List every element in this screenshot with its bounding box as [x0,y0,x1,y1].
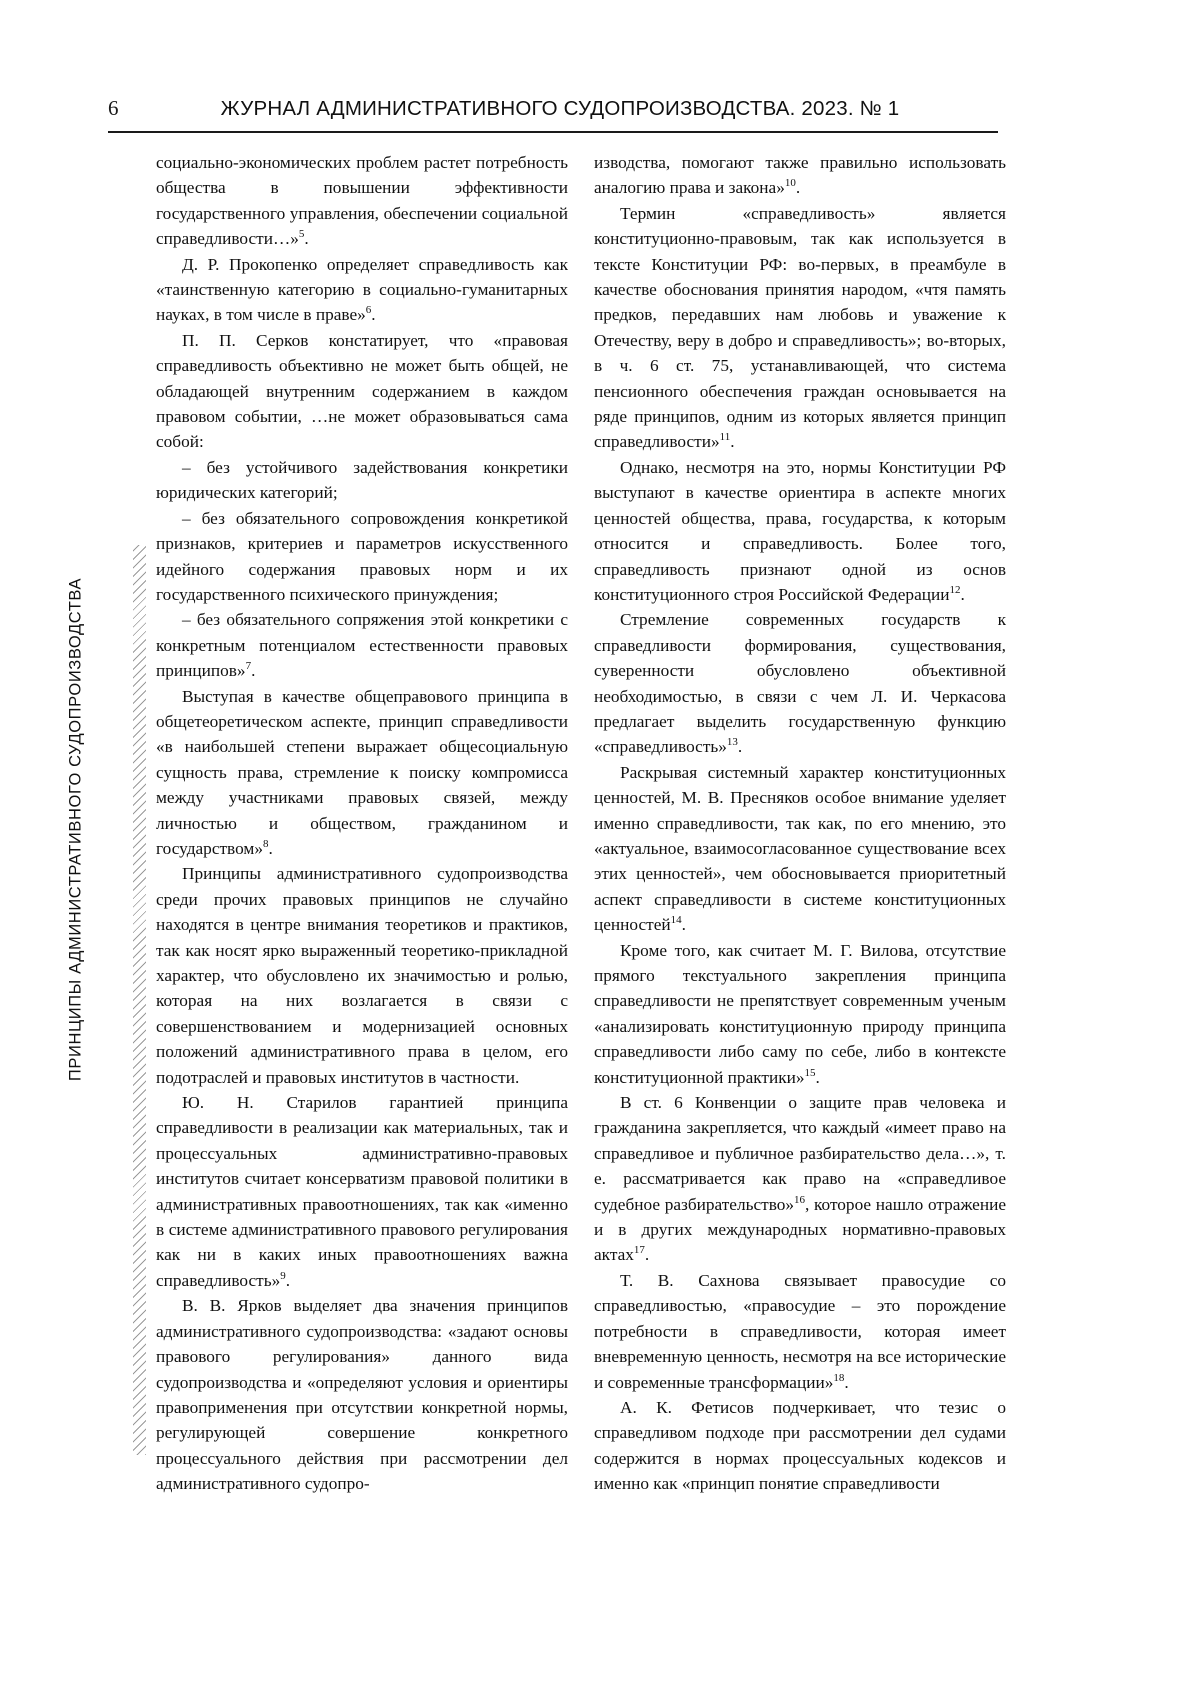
paragraph: изводства, помогают также правильно использовать аналогию права и закона»$^{10}$. [594,153,1006,198]
paragraph: Кроме того, как считает М. Г. Вилова, отсутствие прямого текстуального закрепления принципа справедливости не препятствует современным ученым «анализировать конституционную природу принципа справедливости либо саму по себе, либо в контексте конституционной практики»$^{15}$. [594,940,1006,1087]
header-divider [108,131,998,133]
footnote-marker: 11 [719,431,731,444]
footnote-marker: 5 [298,228,305,241]
footnote-marker: 18 [833,1371,845,1384]
column-right [594,150,1006,1497]
paragraph: Т. В. Сахнова связывает правосудие со справедливостью, «правосудие – это порождение потребности в справедливости, которая имеет вневременную ценность, несмотря на все исторические и современные трансформации»$^{18}$. [594,1270,1006,1392]
paragraph: Термин «справедливость» является конституционно-правовым, так как используется в тексте Конституции РФ: во-первых, в преамбуле в качестве обоснования принятия народом, «чтя память предков, передавших нам любовь и уважение к Отечеству, веру в добро и справедливость»; во-вторых, в ч. 6 ст. 75, устанавливающей, что система пенсионного обеспечения граждан основывается на ряде принципов, одним из которых является принцип справедливости»$^{11}$. [594,203,1006,452]
footnote-marker: 15 [804,1066,816,1079]
paragraph: В. В. Ярков выделяет два значения принципов административного судопроизводства: «задают основы правового регулирования» данного вида судопроизводства и «определяют условия и ориентиры правоприменения при отсутствии конкретной нормы, регулирующей совершение конкретного процессуального действия при рассмотрении дел административного судопро- [156,1296,568,1494]
footnote-marker: 8 [262,838,269,851]
running-title: ЖУРНАЛ АДМИНИСТРАТИВНОГО СУДОПРОИЗВОДСТВА. 2023. № 1 [220,97,900,120]
footnote-marker: 13 [726,736,738,749]
footnote-marker: 16 [794,1193,806,1206]
paragraph: – без устойчивого задействования конкретики юридических категорий; [156,457,568,503]
side-running-head: ПРИНЦИПЫ АДМИНИСТРАТИВНОГО СУДОПРОИЗВОДСТВА [66,577,85,1082]
paragraph: социально-экономических проблем растет потребность общества в повышении эффективности государственного управления, обеспечении социальной справедливости…»$^5$. [156,153,568,249]
paragraph: А. К. Фетисов подчеркивает, что тезис о справедливом подходе при рассмотрении дел судами содержится в нормах процессуальных кодексов и именно как «принцип понятие справедливости [594,1397,1006,1494]
footnote-marker: 6 [365,304,372,317]
footnote-marker: 17 [633,1244,645,1257]
paragraph: Д. Р. Прокопенко определяет справедливость как «таинственную категорию в социально-гуманитарных науках, в том числе в праве»$^6$. [156,254,568,325]
paragraph: – без обязательного сопровождения конкретикой признаков, критериев и параметров искусственного идейного содержания правовых норм и их государственного психического принуждения; [156,508,568,604]
page-header [108,96,998,121]
footnote-marker: 7 [245,660,252,673]
paragraph: Принципы административного судопроизводства среди прочих правовых принципов не случайно находятся в центре внимания теоретиков и практиков, так как носят ярко выраженный теоретико-прикладной характер, что обусловлено их значимостью и ролью, которая на них возлагается в связи с совершенствованием и модернизацией основных положений административного права в целом, его подотраслей и правовых институтов в частности. [156,864,568,1087]
column-left [156,150,568,1497]
paragraph: Выступая в качестве общеправового принципа в общетеоретическом аспекте, принцип справедливости «в наибольшей степени выражает общесоциальную сущность права, стремление к поиску компромисса между участниками правовых связей, между личностью и обществом, гражданином и государством»$^8$. [156,686,568,858]
footnote-marker: 12 [949,584,961,597]
footnote-marker: 14 [670,914,682,927]
paragraph: В ст. 6 Конвенции о защите прав человека и гражданина закрепляется, что каждый «имеет право на справедливое и публичное разбирательство дела…», т. е. рассматривается как право на «справедливое судебное разбирательство»$^{16}$, которое нашло отражение и в других международных нормативно-правовых актах$^{17}$. [594,1093,1006,1265]
paragraph: П. П. Серков констатирует, что «правовая справедливость объективно не может быть общей, не обладающей внутренним содержанием в каждом правовом событии, …не может образовываться сама собой: [156,330,568,452]
paragraph: Стремление современных государств к справедливости формирования, существования, суверенности обусловлено объективной необходимостью, в связи с чем Л. И. Черкасова предлагает выделить государственную функцию «справедливость»$^{13}$. [594,610,1006,757]
decorative-hatch-band [133,545,146,1455]
paragraph: – без обязательного сопряжения этой конкретики с конкретным потенциалом естественности правовых принципов»$^7$. [156,610,568,681]
page-number: 6 [108,96,119,120]
paragraph: Ю. Н. Старилов гарантией принципа справедливости в реализации как материальных, так и процессуальных административно-правовых институтов считает консерватизм правовой политики в административных правоотношениях, так как «именно в системе административного правового регулирования как ни в каких иных правоотношениях важна справедливость»$^9$. [156,1093,568,1290]
paragraph: Однако, несмотря на это, нормы Конституции РФ выступают в качестве ориентира в аспекте многих ценностей общества, права, государства, к которым относится и справедливость. Более того, справедливость признают одной из основ конституционного строя Российской Федерации$^{12}$. [594,457,1006,604]
paragraph: Раскрывая системный характер конституционных ценностей, М. В. Пресняков особое внимание уделяет именно справедливости, так как, по его мнению, это «актуальное, взаимосогласованное существование всех этих ценностей», чем обосновывается приоритетный аспект справедливости в системе конституционных ценностей$^{14}$. [594,762,1006,935]
footnote-marker: 10 [784,177,796,190]
footnote-marker: 9 [280,1270,286,1283]
